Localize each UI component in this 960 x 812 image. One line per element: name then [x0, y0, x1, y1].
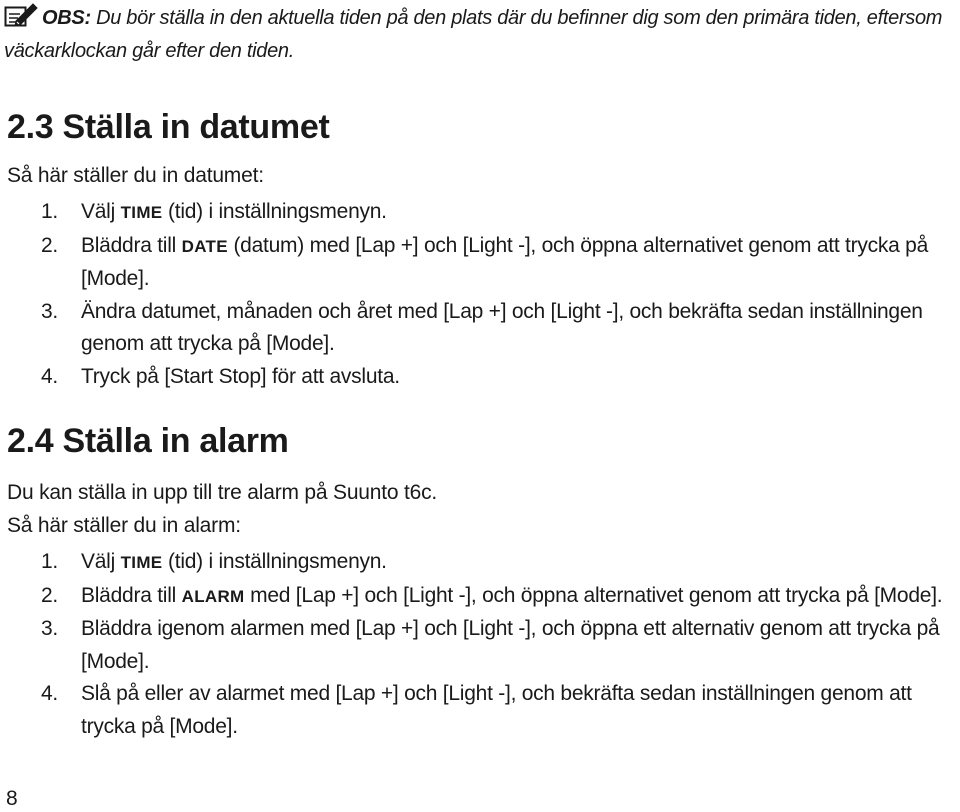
step-text: Bläddra igenom alarmen med [Lap +] och [Light -], och öppna ett alternativ genom att trycka på [Mode]. [81, 617, 940, 673]
list-item [0, 613, 955, 678]
step-number: 1. [41, 200, 59, 223]
section-intro-alarm-steps: Så här ställer du in alarm: [7, 514, 241, 537]
step-number: 4. [41, 364, 59, 388]
section-intro-date: Så här ställer du in datumet: [7, 164, 264, 187]
list-item [0, 546, 955, 580]
step-text: med [Lap +] och [Light -], och öppna alternativet genom att trycka på [Mode]. [244, 583, 943, 607]
list-item [0, 296, 955, 361]
note-block [4, 2, 954, 68]
note-pencil-icon [4, 2, 40, 28]
step-text: Slå på eller av alarmet med [Lap +] och [Light -], och bekräfta sedan inställningen genom att trycka på [Mode]. [81, 682, 912, 738]
step-number: 4. [41, 682, 59, 705]
step-number: 1. [41, 550, 59, 573]
menu-keyword: ALARM [181, 586, 245, 606]
steps-list-date [0, 196, 955, 393]
list-item [0, 580, 955, 614]
step-text: Tryck på [Start Stop] för att avsluta. [81, 364, 400, 388]
step-number: 2. [41, 583, 59, 607]
step-number: 3. [41, 617, 59, 640]
step-text: Välj [81, 550, 121, 573]
step-number: 2. [41, 233, 59, 257]
step-text: Bläddra till [81, 583, 182, 607]
note-text: Du bör ställa in den aktuella tiden på den plats där du befinner dig som den primära tiden, eftersom väckarklockan går efter den tiden. [4, 7, 943, 62]
step-text: Bläddra till [81, 233, 182, 257]
step-text: (tid) i inställningsmenyn. [162, 550, 387, 573]
menu-keyword: DATE [181, 236, 228, 256]
menu-keyword: TIME [120, 553, 163, 572]
list-item [0, 361, 955, 394]
list-item [0, 196, 955, 230]
menu-keyword: TIME [120, 203, 163, 222]
step-number: 3. [41, 299, 59, 323]
step-text: (datum) med [Lap +] och [Light -], och öppna alternativet genom att trycka på [Mode]. [81, 233, 929, 290]
step-text: Välj [81, 200, 121, 223]
section-intro-alarm: Du kan ställa in upp till tre alarm på Suunto t6c. [7, 481, 438, 504]
step-text: (tid) i inställningsmenyn. [162, 200, 387, 223]
steps-list-alarm [0, 546, 955, 743]
section-heading-alarm: 2.4 Ställa in alarm [7, 422, 289, 460]
step-text: Ändra datumet, månaden och året med [Lap +] och [Light -], och bekräfta sedan inställningen genom att trycka på [Mode]. [81, 299, 923, 355]
list-item [0, 678, 955, 743]
section-heading-date: 2.3 Ställa in datumet [7, 108, 330, 146]
page-number: 8 [6, 787, 18, 810]
list-item [0, 230, 955, 296]
note-label: OBS: [42, 7, 91, 29]
